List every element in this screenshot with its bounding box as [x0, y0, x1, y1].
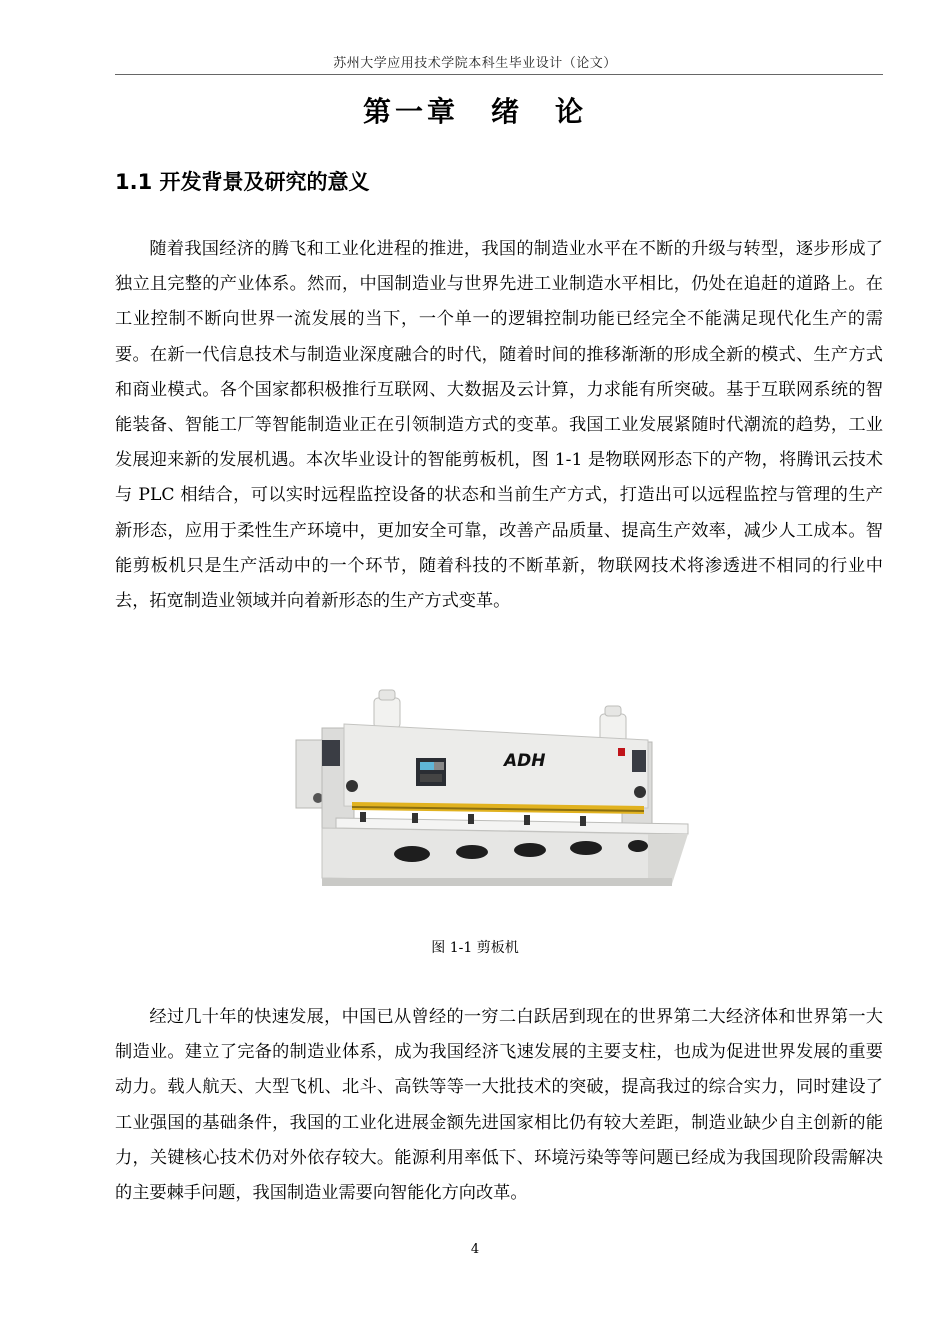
brand-logo: ADH — [504, 751, 546, 771]
body-paragraph-1: 随着我国经济的腾飞和工业化进程的推进，我国的制造业水平在不断的升级与转型，逐步形成了独立且完整的产业体系。然而，中国制造业与世界先进工业制造水平相比，仍处在追赶的道路上。在工业控制不断向世界一流发展的当下，一个单一的逻辑控制功能已经完全不能满足现代化生产的需要。在新一代信息技术与制造业深度融合的时代，随着时间的推移渐渐的形成全新的模式、生产方式和商业模式。各个国家都积极推行互联网、大数据及云计算，力求能有所突破。基于互联网系统的智能装备、智能工厂等智能制造业正在引领制造方式的变革。我国工业发展紧随时代潮流的趋势，工业发展迎来新的发展机遇。本次毕业设计的智能剪板机，图 1-1 是物联网形态下的产物，将腾讯云技术与 PLC 相结合，可以实时远程监控设备的状态和当前生产方式，打造出可以远程监控与管理的生产新形态，应用于柔性生产环境中，更加安全可靠，改善产品质量、提高生产效率，减少人工成本。智能剪板机只是生产活动中的一个环节，随着科技的不断革新，物联网技术将渗透进不相同的行业中去，拓宽制造业领域并向着新形态的生产方式变革。 — [115, 239, 883, 612]
section-heading: 1.1 开发背景及研究的意义 — [115, 170, 370, 194]
lower-frame — [322, 828, 664, 884]
shearing-machine-figure — [292, 688, 696, 896]
frame-cutout — [394, 846, 430, 862]
left-cylinder — [374, 698, 400, 728]
page-number: 4 — [470, 1242, 480, 1257]
shearing-machine-image — [292, 688, 696, 896]
running-header: 苏州大学应用技术学院本科生毕业设计（论文） — [333, 56, 617, 71]
body-paragraph-2: 经过几十年的快速发展，中国已从曾经的一穷二白跃居到现在的世界第二大经济体和世界第一大制造业。建立了完备的制造业体系，成为我国经济飞速发展的主要支柱，也成为促进世界发展的重要动力。载人航天、大型飞机、北斗、高铁等等一大批技术的突破，提高我过的综合实力，同时建设了工业强国的基础条件，我国的工业化进展金额先进国家相比仍有较大差距，制造业缺少自主创新的能力，关键核心技术仍对外依存较大。能源利用率低下、环境污染等等问题已经成为我国现阶段需解决的主要棘手问题，我国制造业需要向智能化方向改革。 — [115, 1007, 883, 1204]
chapter-title: 第一章 绪 论 — [362, 95, 587, 128]
figure-caption: 图 1-1 剪板机 — [431, 940, 519, 956]
header-rule — [115, 74, 883, 75]
brand-mark-icon — [618, 748, 625, 756]
